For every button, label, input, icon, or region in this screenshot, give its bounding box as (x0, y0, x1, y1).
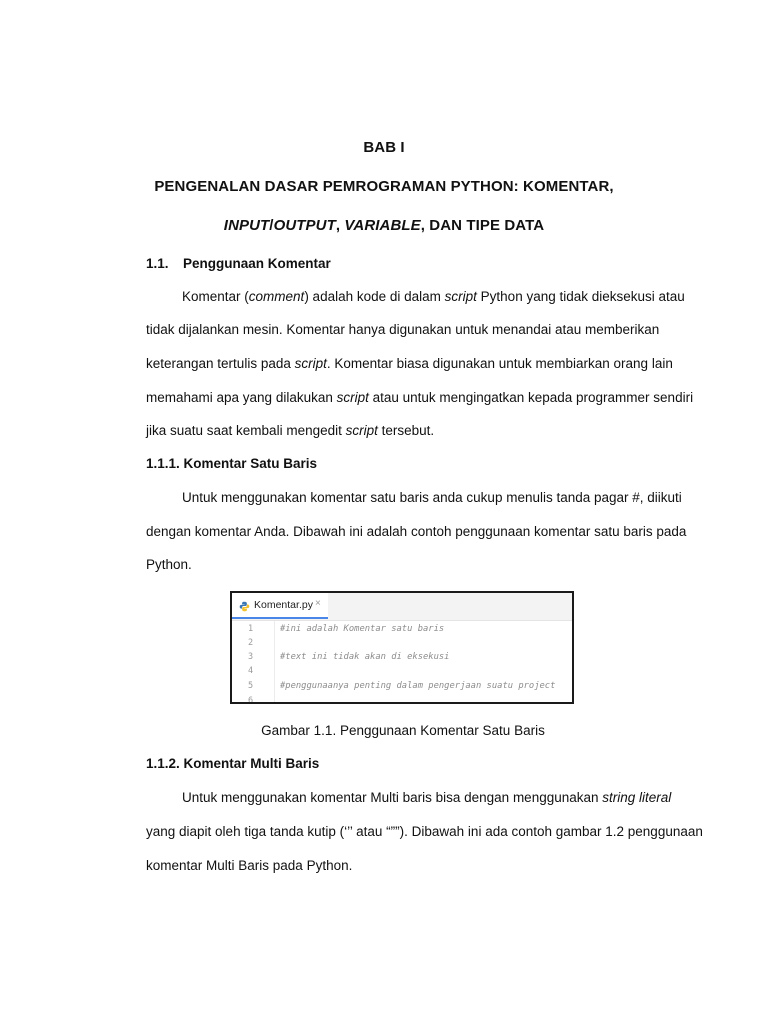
section-1-1-number: 1.1. (146, 256, 169, 271)
section-1-1-line-4 (146, 389, 694, 407)
text-run: Untuk menggunakan komentar Multi baris bisa dengan menggunakan (182, 790, 603, 805)
chapter-title-line-2 (0, 217, 768, 234)
line-number: 6 (248, 696, 254, 704)
text-run: tidak dijalankan mesin. Komentar hanya digunakan untuk menandai atau memberikan (146, 322, 660, 337)
editor-tab-komentar-py (232, 593, 328, 619)
section-1-1-2-heading: 1.1.2. Komentar Multi Baris (146, 756, 320, 771)
figure-caption: Gambar 1.1. Penggunaan Komentar Satu Baris (261, 723, 545, 738)
section-1-1-1-line-3: Python. (146, 557, 192, 572)
line-number: 2 (248, 638, 254, 648)
section-1-1-2-line-3 (146, 857, 658, 875)
section-1-1-2-line-1 (182, 789, 672, 807)
text-run: komentar Multi Baris pada Python. (146, 858, 353, 873)
text-run: Komentar ( (182, 289, 249, 304)
close-icon: × (315, 598, 321, 609)
title-input-word: INPUT (223, 217, 270, 234)
line-number: 1 (248, 624, 254, 634)
text-run: tersebut. (377, 423, 435, 438)
section-1-1-line-2 (146, 321, 658, 339)
chapter-label: BAB I (363, 139, 405, 156)
editor-gutter (232, 621, 275, 704)
section-1-1-2-line-2 (146, 823, 703, 841)
section-1-1-title: Penggunaan Komentar (183, 256, 331, 271)
section-1-1-1-line-1: Untuk menggunakan komentar satu baris anda cukup menulis tanda pagar #, diikuti (182, 490, 682, 505)
chapter-title-line-1: PENGENALAN DASAR PEMROGRAMAN PYTHON: KOMENTAR, (154, 178, 614, 195)
section-1-1-1-heading: 1.1.1. Komentar Satu Baris (146, 456, 318, 471)
text-run: . Komentar biasa digunakan untuk membiarkan orang lain (326, 356, 673, 371)
section-1-1-line-1 (182, 288, 685, 306)
text-run: Python yang tidak dieksekusi atau (476, 289, 685, 304)
title-output-word: OUTPUT (273, 217, 336, 234)
italic-run: script (345, 423, 378, 438)
section-1-1-line-3 (146, 355, 673, 373)
code-line-1: #ini adalah Komentar satu baris (280, 624, 445, 634)
italic-run: comment (248, 289, 305, 304)
text-run: yang diapit oleh tiga tanda kutip (‘’’ atau “””). Dibawah ini ada contoh gambar 1.2 penggunaan (146, 824, 703, 839)
code-line-5: #penggunaanya penting dalam pengerjaan suatu project (280, 681, 556, 691)
text-run: atau untuk mengingatkan kepada programmer sendiri (368, 390, 694, 405)
line-number: 4 (248, 666, 254, 676)
italic-run: script (444, 289, 477, 304)
text-run: keterangan tertulis pada (146, 356, 295, 371)
editor-tab-bar (232, 593, 572, 621)
title-slash: / (269, 217, 274, 234)
text-run: jika suatu saat kembali mengedit (146, 423, 346, 438)
title-variable-word: VARIABLE (344, 217, 421, 234)
section-1-1-line-5 (146, 422, 658, 440)
code-screenshot (230, 591, 574, 704)
section-1-1-1-line-2: dengan komentar Anda. Dibawah ini adalah contoh penggunaan komentar satu baris pada (146, 524, 687, 539)
line-number: 3 (248, 652, 254, 662)
title-rest: , DAN TIPE DATA (420, 217, 545, 234)
italic-run: script (294, 356, 327, 371)
text-run: memahami apa yang dilakukan (146, 390, 337, 405)
editor-tab-label: Komentar.py (254, 599, 313, 611)
text-run: ) adalah kode di dalam (304, 289, 445, 304)
title-comma: , (335, 217, 345, 234)
italic-run: string literal (602, 790, 672, 805)
italic-run: script (336, 390, 369, 405)
code-line-3: #text ini tidak akan di eksekusi (280, 652, 450, 662)
python-icon (239, 601, 250, 612)
line-number: 5 (248, 681, 254, 691)
section-1-1-heading (146, 256, 331, 271)
